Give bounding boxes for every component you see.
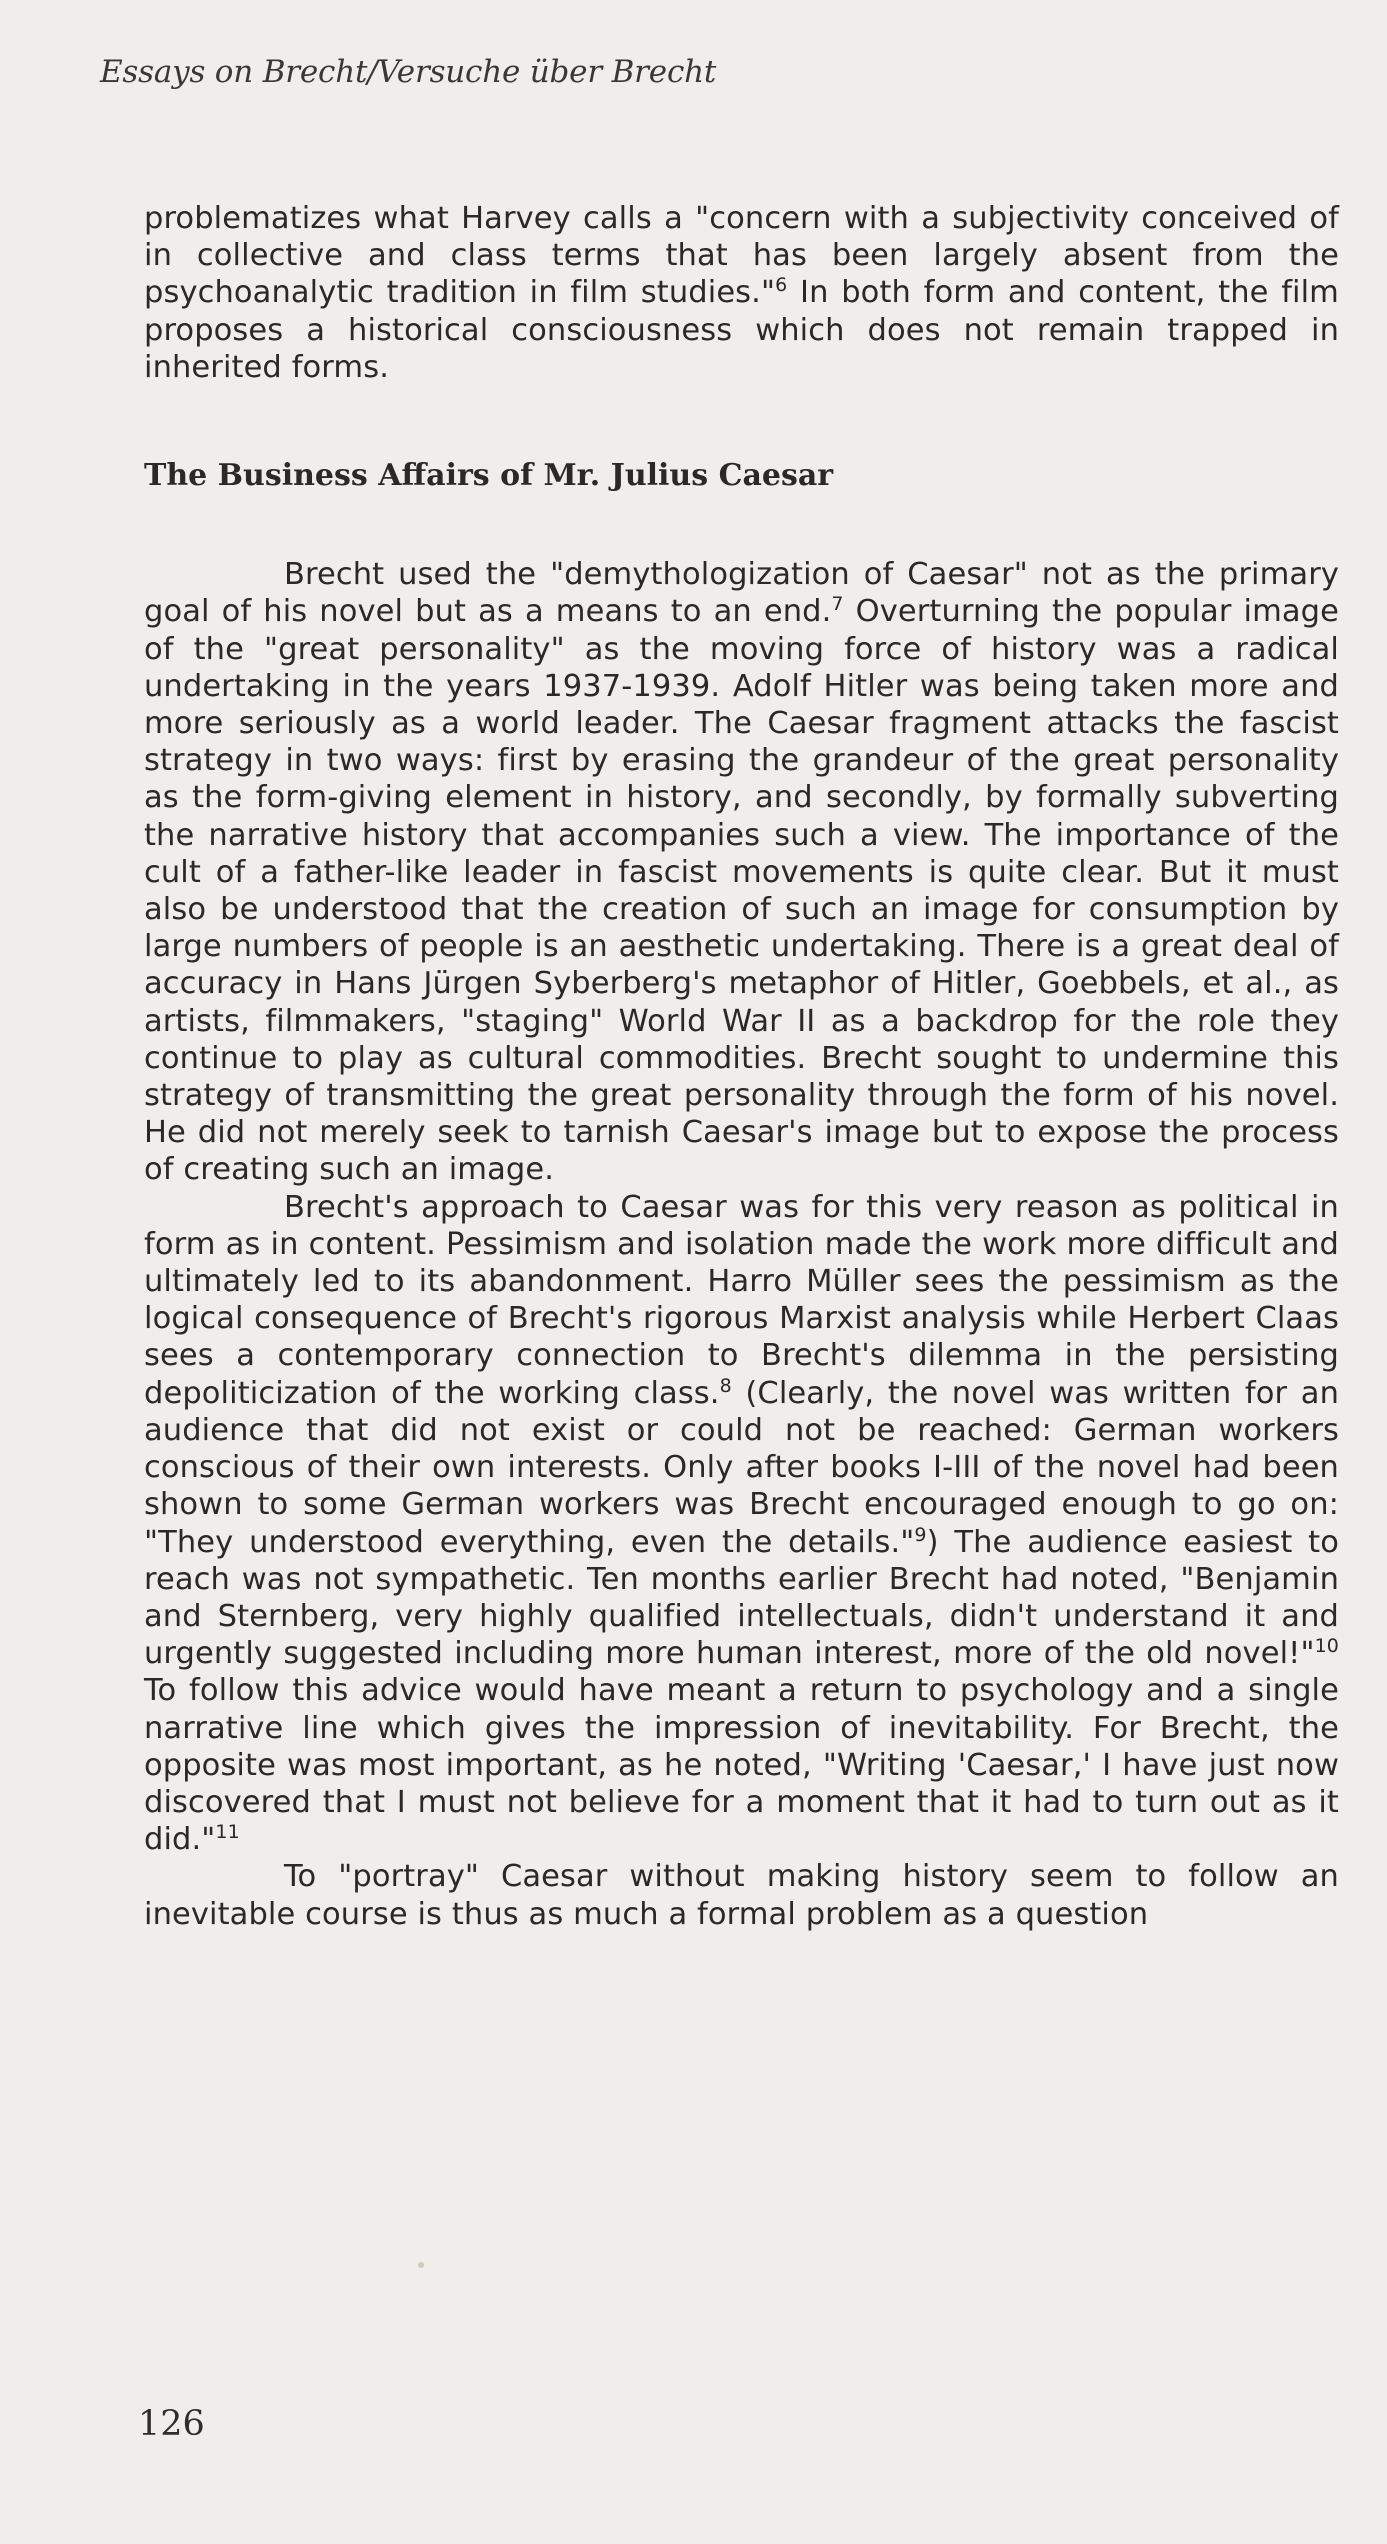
paragraph: Brecht used the "demythologization of Caesar" not as the primary goal of his novel but as a means to an end.$^7$ Overturning the popular image of the "great personality" as the moving force of history was a radical undertaking in the years 1937-1939. Adolf Hitler was being taken more and more seriously as a world leader. The Caesar fragment attacks the fascist strategy in two ways: first by erasing the grandeur of the great personality as the form-giving element in history, and secondly, by formally subverting the narrative history that accompanies such a view. The importance of the cult of a father-like leader in fascist movements is quite clear. But it must also be understood that the creation of such an image for consumption by large numbers of people is an aesthetic undertaking. There is a great deal of accuracy in Hans Jürgen Syberberg's metaphor of Hitler, Goebbels, et al., as artists, filmmakers, "staging" World War II as a backdrop for the role they continue to play as cultural commodities. Brecht sought to undermine this strategy of transmitting the great personality through the form of his novel. He did not merely seek to tarnish Caesar's image but to expose the process of creating such an image. <box>144 557 1340 1188</box>
running-header: Essays on Brecht/Versuche über Brecht <box>100 54 717 90</box>
paragraph: Brecht's approach to Caesar was for this very reason as political in form as in content. Pessimism and isolation made the work more difficult and ultimately led to its abandonment. Harro Müller sees the pessimism as the logical consequence of Brecht's rigorous Marxist analysis while Herbert Claas sees a contemporary connection to Brecht's dilemma in the persisting depoliticization of the working class.$^8$ (Clearly, the novel was written for an audience that did not exist or could not be reached: German workers conscious of their own interests. Only after books I-III of the novel had been shown to some German workers was Brecht encouraged enough to go on: "They understood everything, even the details."$^9$) The audience easiest to reach was not sympathetic. Ten months earlier Brecht had noted, "Benjamin and Sternberg, very highly qualified intellectuals, didn't understand it and urgently suggested including more human interest, more of the old novel!"$^{10}$ To follow this advice would have meant a return to psychology and a single narrative line which gives the impression of inevitability. For Brecht, the opposite was most important, as he noted, "Writing 'Caesar,' I have just now discovered that I must not believe for a moment that it had to turn out as it did."$^{11}$ <box>144 1189 1340 1858</box>
paper-speck <box>418 2262 424 2268</box>
body-text <box>144 200 1339 1933</box>
footnote-ref-11[interactable]: 11 <box>215 1820 240 1843</box>
section-heading: The Business Affairs of Mr. Julius Caesar <box>144 458 834 494</box>
footnote-ref-8[interactable]: 8 <box>719 1374 732 1397</box>
footnote-ref-10[interactable]: 10 <box>1314 1634 1339 1657</box>
footnote-ref-9[interactable]: 9 <box>914 1523 927 1546</box>
paragraph: To "portray" Caesar without making history seem to follow an inevitable course is thus as much a formal problem as a question <box>144 1859 1339 1932</box>
page-number: 126 <box>138 2404 205 2444</box>
footnote-ref-7[interactable]: 7 <box>831 593 844 616</box>
paragraph-continued: problematizes what Harvey calls a "concern with a subjectivity conceived of in collective and class terms that has been largely absent from the psychoanalytic tradition in film studies."$^6$ In both form and content, the film proposes a historical consciousness which does not remain trapped in inherited forms. <box>144 201 1339 385</box>
footnote-ref-6[interactable]: 6 <box>775 274 788 297</box>
